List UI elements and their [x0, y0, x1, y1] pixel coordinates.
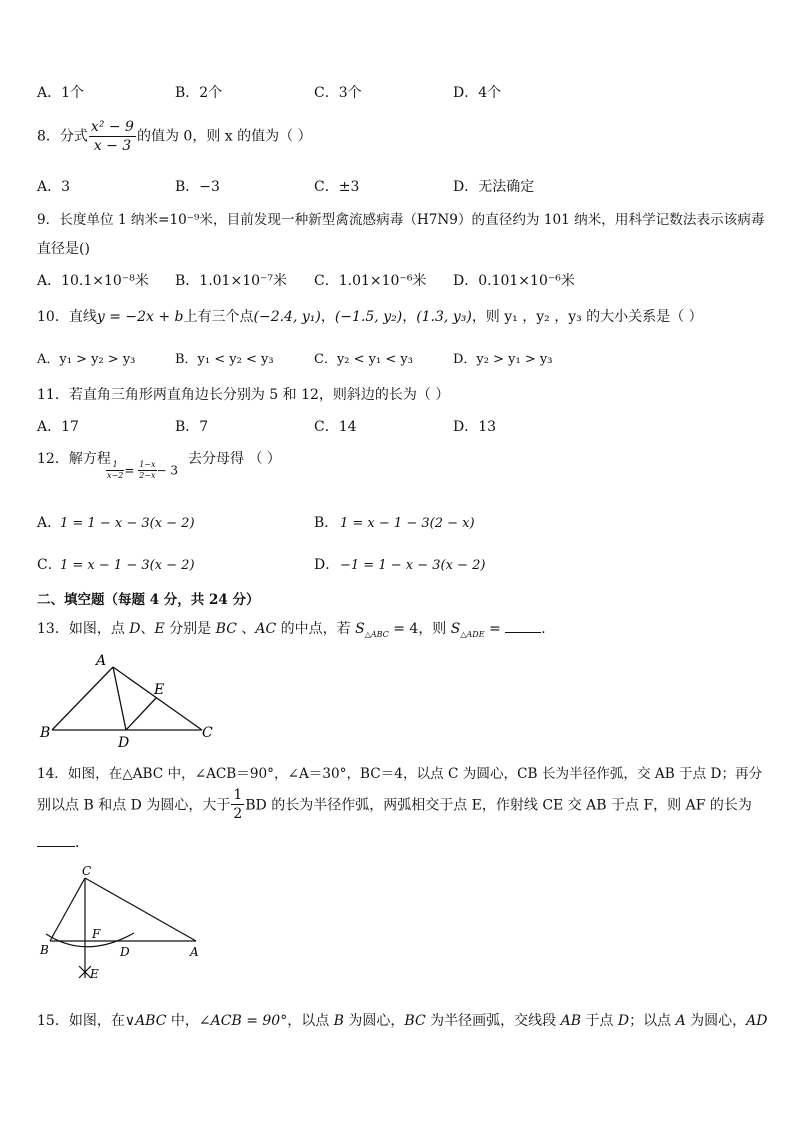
q15-text-4: 为圆心，	[343, 1013, 405, 1029]
q15-text-7: ；以点	[629, 1013, 676, 1029]
q13-text-2: 分别是	[164, 621, 216, 637]
q13-point-d: D	[129, 621, 141, 637]
q13-segment-ac: AC	[255, 621, 277, 637]
q10-point-2: (−1.5, y₂)	[334, 309, 403, 325]
q15-stem	[37, 1010, 768, 1030]
q13-eq2: =	[484, 621, 506, 637]
q15-point-b: B	[333, 1013, 344, 1029]
q10-prefix: 10．直线	[37, 309, 97, 325]
q15-triangle: ∨ABC	[124, 1013, 167, 1029]
q10-point-3: (1.3, y₃)	[416, 309, 472, 325]
q9-option-b: B．1.01×10⁻⁷米	[175, 273, 288, 289]
q12-option-d: −1 = 1 − x − 3(x − 2)	[340, 558, 486, 573]
q14-answer-blank	[37, 834, 75, 847]
q13-label-a: A	[96, 653, 107, 669]
q12-option-b-label: B．	[314, 515, 339, 531]
q13-text-5: ，则	[418, 621, 451, 637]
q12-option-c: 1 = x − 1 − 3(x − 2)	[60, 558, 195, 573]
q12-option-b: 1 = x − 1 − 3(2 − x)	[340, 516, 475, 531]
q9-option-d: D．0.101×10⁻⁶米	[453, 273, 575, 289]
q14-line2	[37, 786, 752, 823]
q8-suffix: 的值为 0，则 x 的值为（ ）	[136, 128, 312, 145]
q12-option-c-label: C．	[37, 557, 62, 573]
q8-option-d: D．无法确定	[453, 179, 535, 195]
q8-prefix: 8．分式	[37, 128, 88, 145]
q13-label-d: D	[118, 735, 130, 750]
q14-figure	[36, 860, 216, 985]
q13-segment-bc: BC	[215, 621, 237, 637]
q12-prefix: 12．解方程	[37, 451, 111, 467]
q13-figure	[36, 650, 226, 750]
q15-point-d: D	[617, 1013, 630, 1029]
q12-frac-left-den: x−2	[107, 471, 124, 480]
q10-stem: 10．直线y = −2x + b上有三个点(−2.4, y₁)，(−1.5, y₂)，(1.3, y₃)，则 y₁ ，y₂ ，y₃ 的大小关系是（ ）	[37, 309, 703, 325]
q10-suffix: ，则 y₁ ，y₂ ，y₃ 的大小关系是（ ）	[471, 309, 703, 325]
q12-frac-right	[138, 460, 156, 481]
q11-option-b: B．7	[175, 419, 209, 435]
q9-line2: 直径是()	[37, 241, 90, 257]
q12-frac-right-den: 2−x	[139, 471, 156, 480]
q14-fraction	[231, 786, 244, 823]
q8-option-c: C．±3	[314, 179, 360, 195]
q12-option-d-label: D．	[314, 557, 340, 573]
q7-option-b: B．2个	[175, 85, 223, 101]
q13-seg-de	[126, 698, 156, 730]
q13-area-s2-sub: △ADE	[460, 629, 485, 639]
q7-option-d: D．4个	[453, 85, 502, 101]
q7-option-c: C．3个	[314, 85, 362, 101]
q10-option-d: D．y₂ > y₁ > y₃	[453, 352, 553, 367]
q10-mid: 上有三个点	[183, 309, 254, 325]
q15-text-6: 于点	[580, 1013, 618, 1029]
q14-label-f: F	[92, 927, 101, 941]
q15-segment-ad: AD	[746, 1013, 768, 1029]
q13-sep: 、	[140, 621, 155, 637]
q13-area-s1: S	[355, 621, 365, 637]
q10-point-1: (−2.4, y₁)	[253, 309, 321, 325]
q13-area-s1-sub: △ABC	[364, 629, 389, 639]
q13-text-a: 13．如图，点	[37, 621, 130, 637]
q12-frac-right-num: 1−x	[139, 460, 156, 469]
q12-equation	[106, 460, 178, 481]
q15-angle: ∠ACB = 90°	[198, 1013, 288, 1029]
q8-stem	[37, 118, 312, 155]
q11-stem: 11．若直角三角形两直角边长分别为 5 和 12，则斜边的长为（ ）	[37, 387, 450, 403]
q14-line2b: BD 的长为半径作弧，两弧相交于点 E，作射线 CE 交 AB 于点 F，则 AF 的长为	[245, 797, 752, 814]
q11-option-a: A．17	[37, 419, 79, 435]
q14-seg-ca	[85, 878, 196, 941]
q8-fraction-den: x − 3	[93, 138, 132, 154]
q15-text-5: 为半径画弧，交线段	[425, 1013, 561, 1029]
q14-label-b: B	[40, 943, 49, 957]
q14-label-d: D	[120, 945, 130, 959]
q13-area-s2: S	[450, 621, 461, 637]
q9-line1: 9．长度单位 1 纳米=10⁻⁹米，目前发现一种新型禽流感病毒（H7N9）的直径约为 101 纳米，用科学记数法表示该病毒	[37, 212, 765, 228]
q10-option-c: C．y₂ < y₁ < y₃	[314, 352, 413, 367]
q9-option-a: A．10.1×10⁻⁸米	[37, 273, 149, 289]
q14-answer-line	[37, 832, 89, 852]
q13-seg-ab	[52, 667, 113, 730]
q13-end: ．	[541, 621, 556, 637]
q7-option-a: A．1个	[37, 85, 85, 101]
q13-answer-blank	[505, 620, 541, 633]
q14-seg-cb	[50, 878, 85, 941]
q10-option-a: A．y₁ > y₂ > y₃	[37, 352, 136, 367]
q13-text-4: 的中点，若	[276, 621, 356, 637]
q12-frac-left	[106, 460, 124, 481]
q13-point-e: E	[154, 621, 165, 637]
q15-text-8: 为圆心，	[685, 1013, 747, 1029]
q15-segment-bc: BC	[404, 1013, 426, 1029]
q14-line1: 14．如图，在△ABC 中，∠ACB＝90°，∠A＝30°，BC＝4，以点 C 为圆心，CB 长为半径作弧，交 AB 于点 D；再分	[37, 766, 763, 782]
q14-label-a: A	[190, 945, 199, 959]
q12-eq-rest: − 3	[156, 463, 179, 478]
q13-label-e: E	[154, 682, 165, 698]
q8-fraction-num: x² − 9	[90, 119, 134, 135]
q13-label-b: B	[40, 725, 51, 741]
q15-segment-ab: AB	[560, 1013, 581, 1029]
q15-text-1: 15．如图，在	[37, 1013, 125, 1029]
q12-option-a: 1 = 1 − x − 3(x − 2)	[60, 516, 195, 531]
q8-option-a: A．3	[37, 179, 71, 195]
q10-option-b: B．y₁ < y₂ < y₃	[175, 352, 274, 367]
section-title-fill-blank: 二、填空题（每题 4 分，共 24 分）	[37, 592, 260, 608]
q15-text-2: 中，	[166, 1013, 199, 1029]
q15-point-a: A	[675, 1013, 686, 1029]
q11-option-c: C．14	[314, 419, 357, 435]
q12-frac-left-num: 1	[106, 460, 124, 471]
q14-fraction-den: 2	[233, 806, 243, 822]
q12-suffix: 去分母得 （ ）	[188, 451, 281, 467]
q14-line2a: 别以点 B 和点 D 为圆心，大于	[37, 797, 231, 814]
q13-seg-ad	[113, 667, 126, 730]
q14-label-e: E	[90, 967, 99, 981]
q11-option-d: D．13	[453, 419, 497, 435]
q14-fraction-num: 1	[233, 787, 243, 803]
q15-text-3: ，以点	[287, 1013, 334, 1029]
q8-option-b: B．−3	[175, 179, 220, 195]
q13-label-c: C	[202, 725, 213, 741]
q14-end: ．	[75, 835, 89, 851]
q13-eq1: = 4	[388, 621, 419, 637]
q13-text-3: 、	[236, 621, 256, 637]
q12-eq-sign: =	[124, 463, 139, 478]
q13-stem	[37, 618, 555, 639]
q14-label-c: C	[82, 864, 92, 878]
q12-option-a-label: A．	[37, 515, 62, 531]
q8-fraction	[89, 118, 136, 155]
q10-line-eq: y = −2x + b	[96, 309, 184, 325]
q13-seg-ac	[113, 667, 202, 730]
q9-option-c: C．1.01×10⁻⁶米	[314, 273, 427, 289]
